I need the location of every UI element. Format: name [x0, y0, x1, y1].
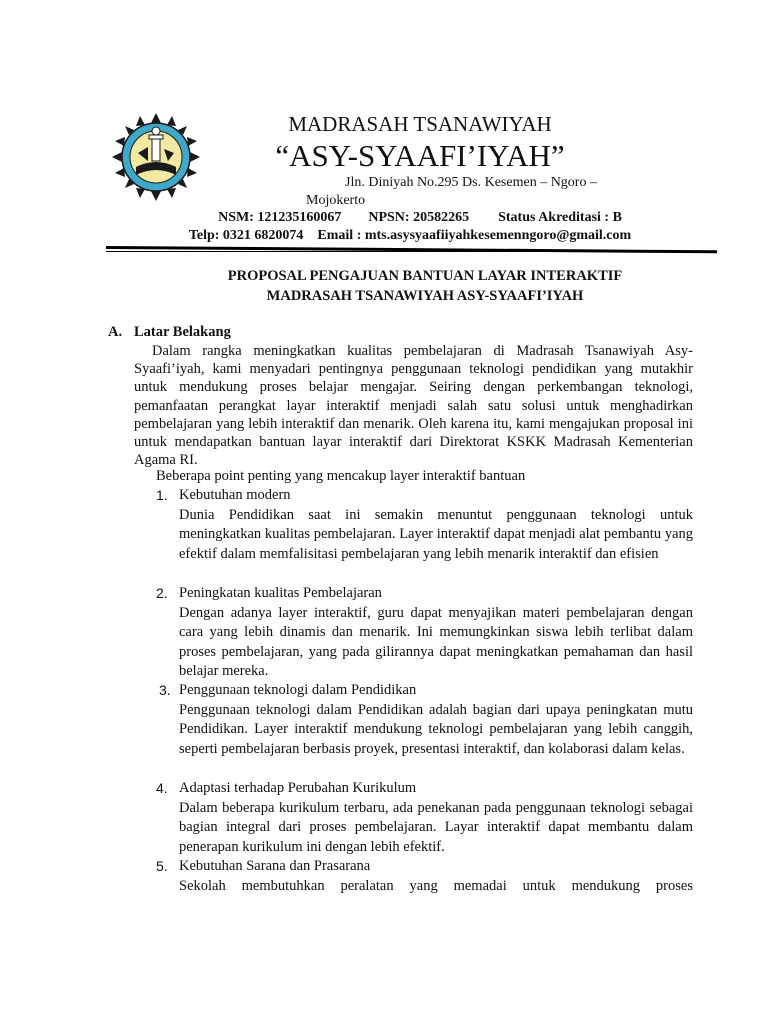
list-item-heading: Kebutuhan modern [179, 487, 291, 503]
address-line2: Mojokerto [306, 193, 366, 208]
list-number: 2. [156, 585, 168, 601]
list-number: 4. [156, 780, 168, 796]
accreditation: Status Akreditasi : B [498, 210, 622, 225]
school-name-line2: “ASY-SYAAFI’IYAH” [275, 138, 565, 173]
list-item-body: Penggunaan teknologi dalam Pendidikan adalah bagian dari upaya peningkatan mutu Pendidikan. Layer interaktif mendukung teknologi pembelajaran yang lebih canggih, seperti pembelajaran berbasis proyek, presentasi interaktif, dan kolaborasi dalam kelas. [179, 701, 693, 757]
school-name-line1: MADRASAH TSANAWIYAH [288, 112, 552, 136]
list-item [156, 681, 693, 759]
list-item [156, 779, 693, 857]
school-logo [112, 113, 200, 201]
list-item-body: Sekolah membutuhkan peralatan yang memadai untuk mendukung proses [179, 877, 693, 894]
address-line1: Jln. Diniyah No.295 Ds. Kesemen – Ngoro – [345, 175, 597, 190]
list-item [156, 584, 693, 682]
header-divider-thin [106, 251, 717, 252]
list-item-body: Dalam beberapa kurikulum terbaru, ada penekanan pada penggunaan teknologi sebagai bagian integral dari proses pembelajaran. Layar interaktif dapat membantu dalam penerapan kurikulum ini dengan lebih efektif. [179, 799, 693, 855]
list-item [156, 486, 693, 564]
section-title: Latar Belakang [134, 324, 231, 340]
list-number: 5. [156, 858, 168, 874]
contact-line: Telp: 0321 6820074 Email : mts.asysyaafiiyahkesemenngoro@gmail.com [188, 228, 632, 243]
points-intro: Beberapa point penting yang mencakup layer interaktif bantuan [156, 468, 526, 484]
nsm: NSM: 121235160067 [218, 210, 342, 225]
section-label: A. [108, 324, 123, 340]
list-item [156, 857, 693, 896]
list-item-heading: Penggunaan teknologi dalam Pendidikan [179, 682, 417, 698]
list-item-heading: Peningkatan kualitas Pembelajaran [179, 585, 382, 601]
list-number: 3. [159, 682, 171, 698]
registration-line [110, 209, 730, 227]
proposal-title-line2: MADRASAH TSANAWIYAH ASY-SYAAFI’IYAH [266, 288, 584, 304]
npsn: NPSN: 20582265 [368, 210, 470, 225]
list-number: 1. [156, 487, 168, 503]
background-paragraph: Dalam rangka meningkatkan kualitas pembelajaran di Madrasah Tsanawiyah Asy-Syaafi’iyah, kami menyadari pentingnya penggunaan teknologi pendidikan yang mutakhir untuk mendukung proses belajar mengajar. Seiring dengan perkembangan teknologi, pemanfaatan perangkat layar interaktif menjadi salah satu solusi untuk menghadirkan pembelajaran yang lebih interaktif dan menarik. Oleh karena itu, kami mengajukan proposal ini untuk mendapatkan bantuan layar interaktif dari Direktorat KSKK Madrasah Kementerian Agama RI. [134, 343, 693, 469]
list-item-body: Dengan adanya layer interaktif, guru dapat menyajikan materi pembelajaran dengan cara yang lebih dinamis dan menarik. Ini memungkinkan siswa lebih terlibat dalam proses pembelajaran, yang pada gilirannya dapat meningkatkan pemahaman dan hasil belajar mereka. [179, 604, 693, 679]
proposal-title-line1: PROPOSAL PENGAJUAN BANTUAN LAYAR INTERAKTIF [227, 268, 623, 284]
list-item-heading: Kebutuhan Sarana dan Prasarana [179, 858, 371, 874]
section-heading [108, 323, 231, 341]
list-item-body: Dunia Pendidikan saat ini semakin menuntut penggunaan teknologi untuk meningkatkan kualitas pembelajaran. Layer interaktif dapat menjadi alat pembantu yang efektif dalam memfalisitasi pembelajaran yang lebih menarik interaktif dan efisien [179, 506, 693, 562]
list-item-heading: Adaptasi terhadap Perubahan Kurikulum [179, 780, 417, 796]
header-divider-thick [106, 246, 717, 253]
